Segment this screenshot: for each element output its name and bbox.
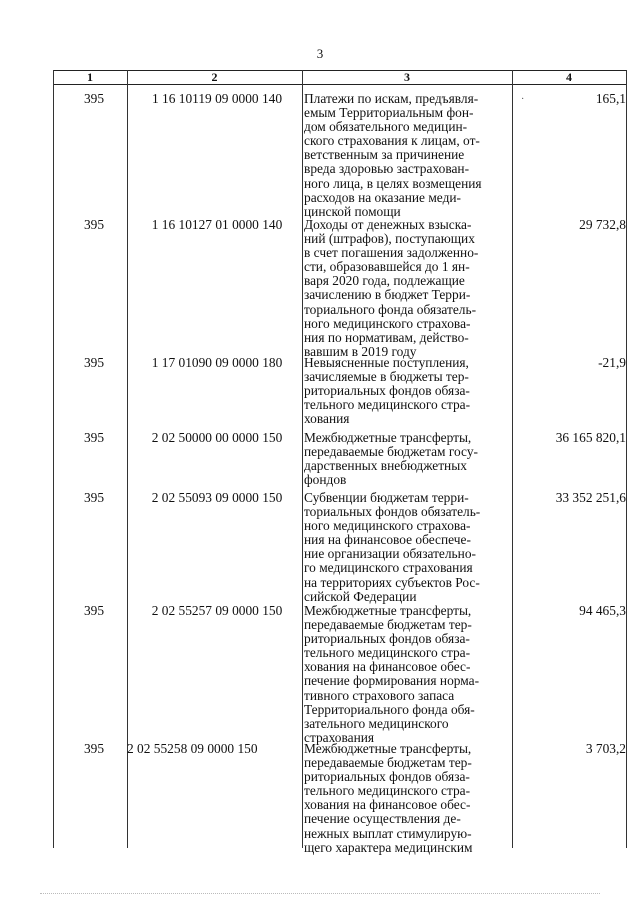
scan-dot: ·	[521, 94, 525, 105]
column-divider	[127, 70, 128, 848]
column-header-2: 2	[211, 70, 218, 84]
amount: 29 732,8	[579, 217, 626, 232]
admin-code: 395	[83, 91, 105, 106]
amount: 165,1	[595, 91, 626, 106]
amount: 33 352 251,6	[555, 490, 626, 505]
revenue-table	[53, 70, 627, 855]
revenue-description: Невыясненные поступления, зачисляемые в бюджеты тер- риториальных фондов обяза- тельного медицинского стра- хования	[304, 355, 471, 427]
revenue-description: Доходы от денежных взыска- ний (штрафов), поступающих в счет погашения задолженно- сти, образовавшейся до 1 ян- варя 2020 года, подлежащие зачислению в бюджет Терри- ториального фонда обязатель- ного медицинского страхова- ния по нормативам, действо- вавшим в 2019 году	[304, 217, 479, 359]
admin-code: 395	[83, 430, 105, 445]
budget-classification-code: 2 02 55257 09 0000 150	[151, 603, 283, 618]
column-header-4: 4	[566, 70, 572, 84]
budget-classification-code: 2 02 50000 00 0000 150	[151, 430, 283, 445]
admin-code: 395	[83, 355, 105, 370]
revenue-description: Межбюджетные трансферты, передаваемые бюджетам госу- дарственных внебюджетных фондов	[304, 430, 478, 488]
amount: 3 703,2	[585, 741, 626, 756]
revenue-description: Платежи по искам, предъявля- емым Территориальным фон- дом обязательного медицин- ского страхования к лицам, от- ветственным за причинение вреда здоровью застрахован- ного лица, в целях возмещения расходов на оказание меди- цинской помощи	[304, 91, 482, 219]
amount: -21,9	[598, 355, 626, 370]
admin-code: 395	[83, 490, 105, 505]
revenue-description: Межбюджетные трансферты, передаваемые бюджетам тер- риториальных фондов обяза- тельного медицинского стра- хования на финансовое обес- печение осуществления де- нежных выплат стимулирую- щего характера медицинским	[304, 741, 473, 855]
revenue-description: Субвенции бюджетам терри- ториальных фондов обязатель- ного медицинского страхова- ния на финансовое обеспече- ние организации обязательно- го медицинского страхования на территориях субъектов Рос- сийской Федерации	[304, 490, 481, 604]
column-divider	[53, 70, 54, 848]
budget-classification-code: 2 02 55258 09 0000 150	[127, 741, 258, 756]
budget-classification-code: 1 17 01090 09 0000 180	[151, 355, 283, 370]
amount: 36 165 820,1	[555, 430, 626, 445]
admin-code: 395	[83, 741, 105, 756]
budget-classification-code: 2 02 55093 09 0000 150	[151, 490, 283, 505]
column-divider	[626, 70, 627, 848]
revenue-description: Межбюджетные трансферты, передаваемые бюджетам тер- риториальных фондов обяза- тельного медицинского стра- хования на финансовое обес- печение формирования норма- тивного страхового запаса Территориального фонда обя- зательного медицинского страхования	[304, 603, 480, 745]
scan-artifact	[40, 893, 600, 896]
column-header-1: 1	[87, 70, 93, 84]
amount: 94 465,3	[579, 603, 626, 618]
column-divider	[512, 70, 513, 848]
admin-code: 395	[83, 217, 105, 232]
budget-classification-code: 1 16 10127 01 0000 140	[151, 217, 283, 232]
admin-code: 395	[83, 603, 105, 618]
page-number: 3	[316, 46, 324, 61]
column-header-3: 3	[404, 70, 410, 84]
header-bottom-border	[53, 84, 627, 85]
budget-classification-code: 1 16 10119 09 0000 140	[151, 91, 283, 106]
